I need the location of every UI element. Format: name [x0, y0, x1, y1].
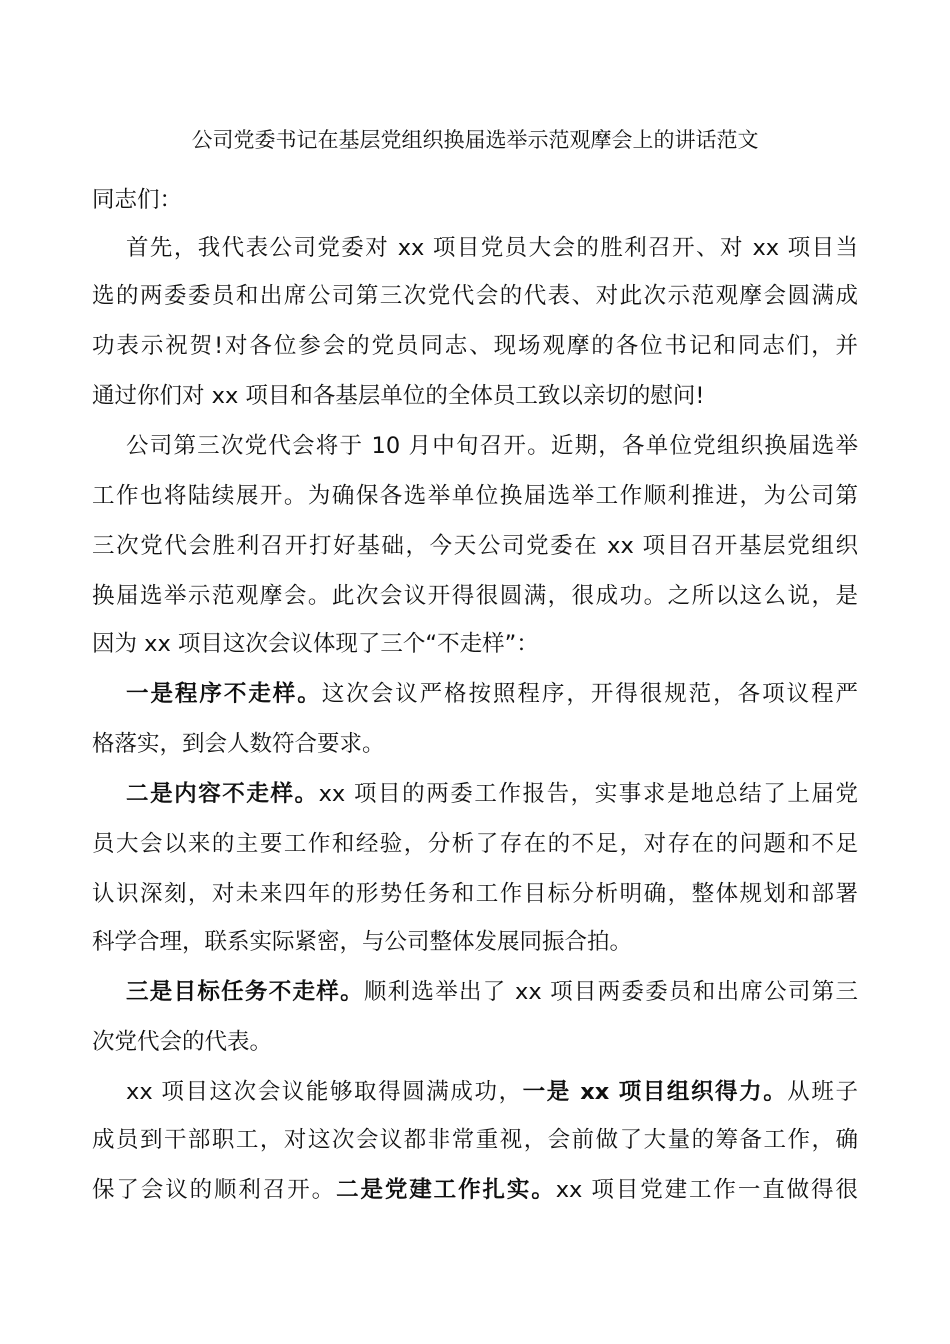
paragraph-4-line-4: 科学合理，联系实际紧密，与公司整体发展同振合拍。 [92, 929, 633, 955]
paragraph-2-line-2: 工作也将陆续展开。为确保各选举单位换届选举工作顺利推进，为公司第 [92, 483, 858, 509]
paragraph-6-lead-1: 一是 xx 项目组织得力。 [522, 1079, 788, 1105]
paragraph-3-lead: 一是程序不走样。 [126, 681, 322, 707]
paragraph-6-line-3 [92, 1172, 858, 1208]
paragraph-1-line-4: 通过你们对 xx 项目和各基层单位的全体员工致以亲切的慰问! [92, 383, 705, 409]
paragraph-6-lead-2: 二是党建工作扎实。 [336, 1177, 556, 1203]
paragraph-5-lead: 三是目标任务不走样。 [126, 979, 364, 1005]
paragraph-2-line-3: 三次党代会胜利召开打好基础，今天公司党委在 xx 项目召开基层党组织 [92, 533, 858, 559]
paragraph-6-line-1 [126, 1074, 858, 1110]
paragraph-6-line-2: 成员到干部职工，对这次会议都非常重视，会前做了大量的筹备工作，确 [92, 1127, 858, 1153]
paragraph-5-line-1-text: 顺利选举出了 xx 项目两委委员和出席公司第三 [363, 979, 858, 1005]
paragraph-3-line-2: 格落实，到会人数符合要求。 [92, 731, 385, 757]
paragraph-6-line-3-text-b: xx 项目党建工作一直做得很 [555, 1177, 858, 1203]
paragraph-5-line-2: 次党代会的代表。 [92, 1029, 273, 1055]
salutation: 同志们： [92, 187, 183, 213]
paragraph-4-line-2: 员大会以来的主要工作和经验，分析了存在的不足，对存在的问题和不足 [92, 831, 858, 857]
paragraph-2-line-4: 换届选举示范观摩会。此次会议开得很圆满，很成功。之所以这么说，是 [92, 583, 858, 609]
paragraph-4-line-1-text: xx 项目的两委工作报告，实事求是地总结了上届党 [318, 781, 858, 807]
paragraph-3-line-1 [126, 676, 858, 712]
paragraph-4-line-3: 认识深刻，对未来四年的形势任务和工作目标分析明确，整体规划和部署 [92, 881, 858, 907]
paragraph-1-line-1: 首先，我代表公司党委对 xx 项目党员大会的胜利召开、对 xx 项目当 [126, 235, 858, 261]
paragraph-2-line-5: 因为 xx 项目这次会议体现了三个“不走样”： [92, 631, 539, 657]
paragraph-6-line-1-text-b: 从班子 [787, 1079, 858, 1105]
document-title: 公司党委书记在基层党组织换届选举示范观摩会上的讲话范文 [191, 128, 759, 152]
paragraph-4-lead: 二是内容不走样。 [126, 781, 319, 807]
paragraph-5-line-1 [126, 974, 858, 1010]
paragraph-6-line-1-text-a: xx 项目这次会议能够取得圆满成功， [126, 1079, 523, 1105]
paragraph-2-line-1: 公司第三次党代会将于 10 月中旬召开。近期，各单位党组织换届选举 [126, 433, 858, 459]
paragraph-1-line-3: 功表示祝贺!对各位参会的党员同志、现场观摩的各位书记和同志们，并 [92, 333, 858, 359]
paragraph-4-line-1 [126, 776, 858, 812]
paragraph-1-line-2: 选的两委委员和出席公司第三次党代会的代表、对此次示范观摩会圆满成 [92, 283, 858, 309]
paragraph-3-line-1-text: 这次会议严格按照程序，开得很规范，各项议程严 [321, 681, 858, 707]
paragraph-6-line-3-text-a: 保了会议的顺利召开。 [92, 1177, 337, 1203]
